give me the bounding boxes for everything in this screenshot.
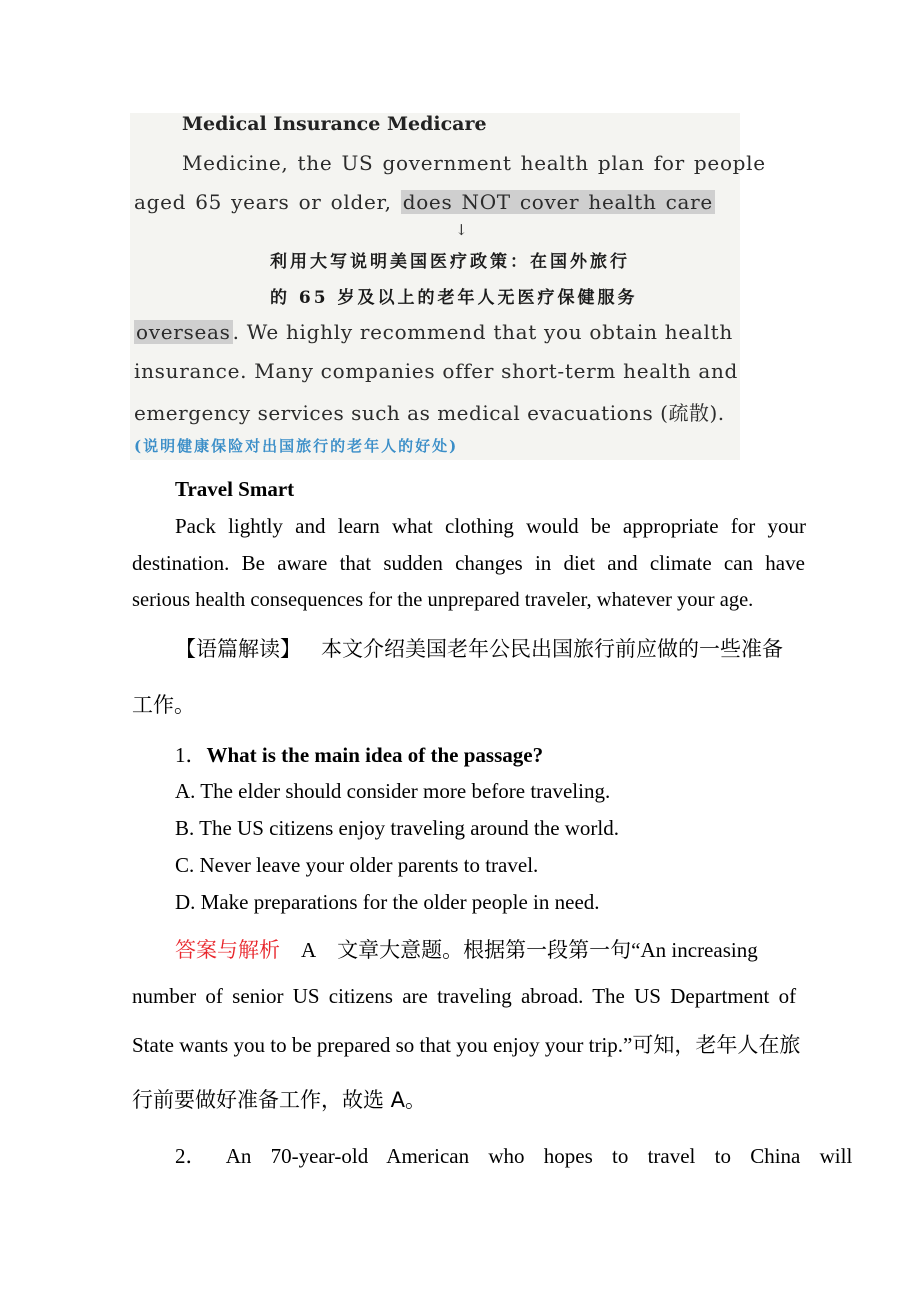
scan-highlight-overseas: overseas (136, 320, 231, 344)
answer-text-cn-2: 可知，老年人在旅 (632, 1033, 801, 1057)
question-1-stem: What is the main idea of the passage? (206, 743, 544, 767)
answer-1-line-4: 行前要做好准备工作，故选 A。 (132, 1088, 427, 1112)
question-1 (175, 739, 855, 769)
section-line-3: serious health consequences for the unprepared traveler, whatever your age. (132, 589, 754, 611)
answer-text-cn: 文章大意题。根据第一段第一句 (337, 938, 632, 962)
scan-line-1: Medicine, the US government health plan for people (182, 151, 766, 175)
question-2-text: An 70-year-old American who hopes to travel to China will (225, 1144, 853, 1168)
scan-line-4: insurance. Many companies offer short-term health and (134, 359, 739, 383)
reading-text-1: 本文介绍美国老年公民出国旅行前应做的一些准备 (321, 637, 784, 661)
scan-line-2-text: aged 65 years or older, (134, 190, 401, 214)
question-1-number: 1． (175, 743, 207, 767)
scanned-insert (130, 113, 766, 460)
scan-annotation-1: 利用大写说明美国医疗政策：在国外旅行 (270, 252, 630, 272)
scan-line-5: emergency services such as medical evacuations (疏散). (134, 401, 725, 425)
scan-annotation-2: 的 65 岁及以上的老年人无医疗保健服务 (270, 288, 638, 308)
reading-analysis (175, 633, 812, 663)
scan-title: Medical Insurance Medicare (182, 113, 487, 135)
section-heading: Travel Smart (175, 477, 295, 501)
option-b: B. The US citizens enjoy traveling around the world. (175, 816, 620, 840)
answer-1-line-3 (132, 1029, 812, 1059)
scan-annotation-3: (说明健康保险对出国旅行的老年人的好处) (134, 437, 459, 455)
scan-line-3-text: . We highly recommend that you obtain health (232, 320, 733, 344)
scan-line-2 (134, 190, 736, 214)
reading-label: 【语篇解读】 (175, 637, 301, 661)
option-a: A. The elder should consider more before traveling. (175, 779, 611, 803)
section-line-2: destination. Be aware that sudden changes in diet and climate can have (132, 551, 805, 575)
question-2 (175, 1140, 853, 1170)
option-d: D. Make preparations for the older people in need. (175, 890, 600, 914)
answer-1-line-2: number of senior US citizens are traveling abroad. The US Department of (132, 984, 797, 1008)
reading-text-2: 工作。 (132, 693, 195, 717)
question-2-number: 2． (175, 1144, 207, 1168)
answer-quote-end: State wants you to be prepared so that you enjoy your trip.” (132, 1033, 633, 1057)
scan-line-3 (134, 320, 736, 344)
scan-highlight-not-cover: does NOT cover health care (402, 190, 713, 214)
answer-1-line-1 (175, 934, 812, 964)
option-c: C. Never leave your older parents to travel. (175, 853, 539, 877)
answer-label: 答案与解析 (175, 938, 280, 962)
answer-quote-start: “An increasing (631, 938, 758, 962)
section-line-1: Pack lightly and learn what clothing would be appropriate for your (175, 514, 807, 538)
annotation-arrow-icon: ↓ (455, 221, 468, 239)
answer-choice: A (301, 938, 317, 962)
